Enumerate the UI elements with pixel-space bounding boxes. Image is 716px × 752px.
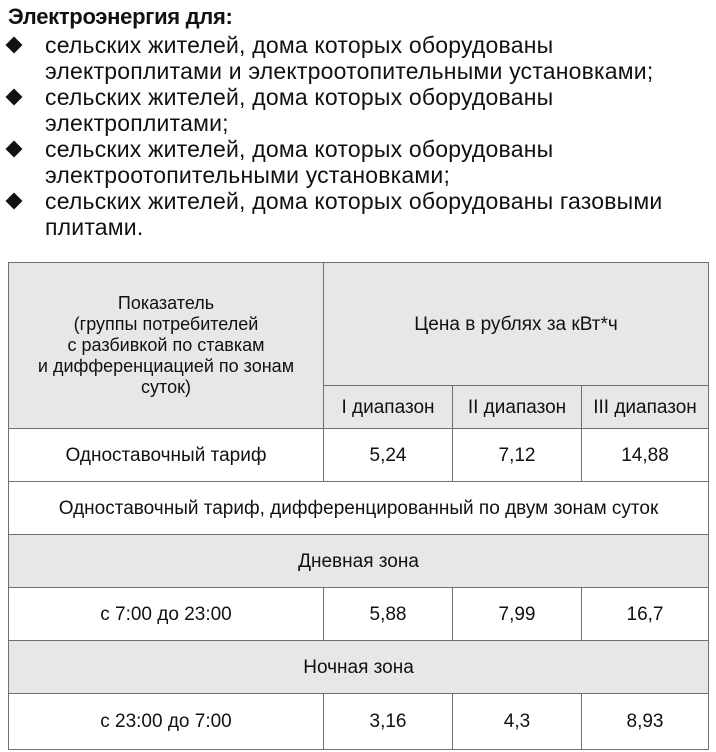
range-header-1: I диапазон [323, 385, 452, 428]
range-header-2: II диапазон [452, 385, 581, 428]
night-zone-value-1: 3,16 [323, 693, 452, 749]
range-header-3: III диапазон [581, 385, 708, 428]
diamond-icon [6, 193, 23, 210]
list-item-text: сельских жителей, дома которых оборудованы газовыми плитами. [45, 188, 663, 240]
diamond-icon [6, 89, 23, 106]
list-item [0, 136, 711, 188]
list-item [0, 188, 711, 240]
day-zone-value-2: 7,99 [452, 587, 581, 640]
day-zone-value-1: 5,88 [323, 587, 452, 640]
list-item-text: сельских жителей, дома которых оборудованы электроплитами; [45, 84, 554, 136]
day-zone-title: Дневная зона [9, 534, 708, 587]
differentiated-title: Одноставочный тариф, дифференцированный по двум зонам суток [9, 481, 708, 534]
indicator-header: Показатель (группы потребителей с разбивкой по ставкам и дифференциацией по зонам суток) [9, 263, 323, 428]
night-zone-label: с 23:00 до 7:00 [9, 693, 323, 749]
night-zone-value-3: 8,93 [581, 693, 708, 749]
list-item-text: сельских жителей, дома которых оборудованы электроотопительными установками; [45, 136, 554, 188]
consumer-list [0, 32, 716, 240]
single-rate-value-1: 5,24 [323, 428, 452, 481]
single-rate-value-2: 7,12 [452, 428, 581, 481]
tariff-table [8, 262, 709, 750]
night-zone-value-2: 4,3 [452, 693, 581, 749]
page-heading: Электроэнергия для: [8, 4, 233, 29]
diamond-icon [6, 141, 23, 158]
day-zone-label: с 7:00 до 23:00 [9, 587, 323, 640]
diamond-icon [6, 37, 23, 54]
list-item [0, 84, 711, 136]
single-rate-value-3: 14,88 [581, 428, 708, 481]
night-zone-title: Ночная зона [9, 640, 708, 693]
single-rate-label: Одноставочный тариф [9, 428, 323, 481]
list-item-text: сельских жителей, дома которых оборудованы электроплитами и электроотопительными установками; [45, 32, 654, 84]
day-zone-value-3: 16,7 [581, 587, 708, 640]
price-header: Цена в рублях за кВт*ч [323, 263, 708, 385]
list-item [0, 32, 711, 84]
